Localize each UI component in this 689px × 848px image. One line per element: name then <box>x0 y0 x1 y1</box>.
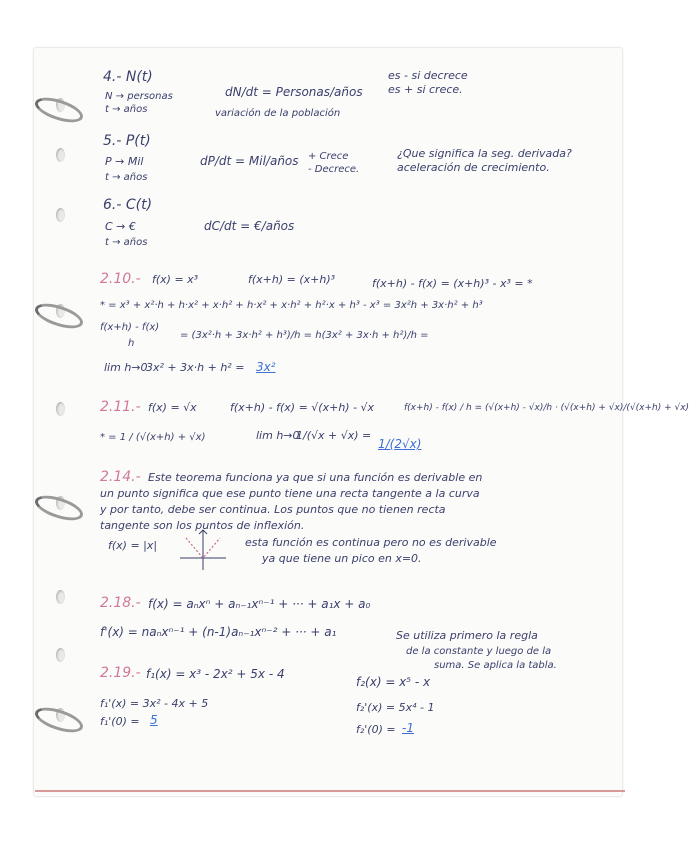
s5-question: ¿Que significa la seg. derivada? <box>397 147 572 160</box>
p219-f1-derivative: f₁'(x) = 3x² - 4x + 5 <box>100 697 209 710</box>
p211-function: f(x) = √x <box>148 401 197 414</box>
binder-hole <box>56 402 65 416</box>
s5-derivative: dP/dt = Mil/años <box>200 154 299 168</box>
s5-answer: aceleración de crecimiento. <box>397 161 550 174</box>
p210-difference: f(x+h) - f(x) = (x+h)³ - x³ = * <box>372 277 533 290</box>
p214-text-line-2: un punto significa que ese punto tiene una recta tangente a la curva <box>100 487 480 500</box>
p211-rationalized-quotient: f(x+h) - f(x) / h = (√(x+h) - √x)/h · (√(x+h) + √x)/(√(x+h) + √x) <box>404 403 689 413</box>
p214-number: 2.14.- <box>100 469 141 485</box>
abs-value-graph-icon <box>178 528 228 572</box>
p210-limit: lim h→0 <box>104 361 148 374</box>
s4-heading: 4.- N(t) <box>103 69 153 85</box>
p211-number: 2.11.- <box>100 399 141 415</box>
s6-t-line: t → años <box>105 237 148 248</box>
p214-text-line-4: tangente son los puntos de inflexión. <box>100 519 305 532</box>
s5-t-line: t → años <box>105 172 148 183</box>
p219-number: 2.19.- <box>100 665 141 681</box>
p210-quotient-denominator: h <box>128 338 135 349</box>
p219-f2-derivative: f₂'(x) = 5x⁴ - 1 <box>356 701 435 714</box>
p210-quotient-numerator: f(x+h) - f(x) <box>100 322 160 333</box>
p214-text-line-3: y por tanto, debe ser continua. Los puntos que no tienen recta <box>100 503 446 516</box>
s4-sign-pos: es + si crece. <box>388 83 463 96</box>
s4-derivative: dN/dt = Personas/años <box>225 85 363 99</box>
p218-derivative: f'(x) = naₙxⁿ⁻¹ + (n-1)aₙ₋₁xⁿ⁻² + ··· + a₁ <box>100 625 337 639</box>
binder-hole <box>56 590 65 604</box>
p218-polynomial: f(x) = aₙxⁿ + aₙ₋₁xⁿ⁻¹ + ··· + a₁x + a₀ <box>148 597 371 611</box>
p210-function: f(x) = x³ <box>152 273 199 286</box>
s6-c-line: C → € <box>105 220 136 233</box>
p210-answer: 3x² <box>256 360 276 374</box>
p211-answer: 1/(2√x) <box>378 437 422 451</box>
p218-note-3: suma. Se aplica la tabla. <box>434 660 557 671</box>
p211-star-result: * = 1 / (√(x+h) + √x) <box>100 432 206 443</box>
s4-sign-neg: es - si decrece <box>388 69 468 82</box>
p214-note-1: esta función es continua pero no es derivable <box>245 536 497 549</box>
p218-note-1: Se utiliza primero la regla <box>396 629 538 642</box>
binder-hole <box>56 208 65 222</box>
p210-limit-expression: 3x² + 3x·h + h² = <box>146 361 245 374</box>
p210-f-x-plus-h: f(x+h) = (x+h)³ <box>248 273 336 286</box>
page-edge-line <box>35 790 625 792</box>
p219-f2: f₂(x) = x⁵ - x <box>356 675 431 689</box>
p219-answer-1: 5 <box>150 713 158 727</box>
s5-heading: 5.- P(t) <box>103 133 151 149</box>
binder-hole <box>56 148 65 162</box>
p214-text-line-1: Este teorema funciona ya que si una función es derivable en <box>148 471 483 484</box>
p218-note-2: de la constante y luego de la <box>406 646 552 657</box>
s4-caption: variación de la población <box>215 108 341 119</box>
s4-n-line: N → personas <box>105 91 173 102</box>
p219-f1: f₁(x) = x³ - 2x² + 5x - 4 <box>146 667 285 681</box>
p211-limit: lim h→0 <box>256 429 300 442</box>
s5-p-line: P → Mil <box>105 155 144 168</box>
s6-derivative: dC/dt = €/años <box>204 219 295 233</box>
p214-note-2: ya que tiene un pico en x=0. <box>262 552 422 565</box>
s4-t-line: t → años <box>105 104 148 115</box>
p210-number: 2.10.- <box>100 271 141 287</box>
p219-answer-2: -1 <box>402 721 414 735</box>
p218-number: 2.18.- <box>100 595 141 611</box>
p210-expansion: * = x³ + x²·h + h·x² + x·h² + h·x² + x·h² + h²·x + h³ - x³ = 3x²h + 3x·h² + h³ <box>100 300 483 311</box>
binder-hole <box>56 648 65 662</box>
p214-abs-function: f(x) = |x| <box>108 539 158 552</box>
s5-crece: + Crece <box>308 151 349 162</box>
p219-f1-at-zero: f₁'(0) = <box>100 715 140 728</box>
s5-decrece: - Decrece. <box>308 164 360 175</box>
p210-simplification: = (3x²·h + 3x·h² + h³)/h = h(3x² + 3x·h + h²)/h = <box>180 330 429 341</box>
p211-difference: f(x+h) - f(x) = √(x+h) - √x <box>230 401 375 414</box>
p219-f2-at-zero: f₂'(0) = <box>356 723 396 736</box>
s6-heading: 6.- C(t) <box>103 197 153 213</box>
p211-limit-expression: 1/(√x + √x) = <box>296 429 372 442</box>
